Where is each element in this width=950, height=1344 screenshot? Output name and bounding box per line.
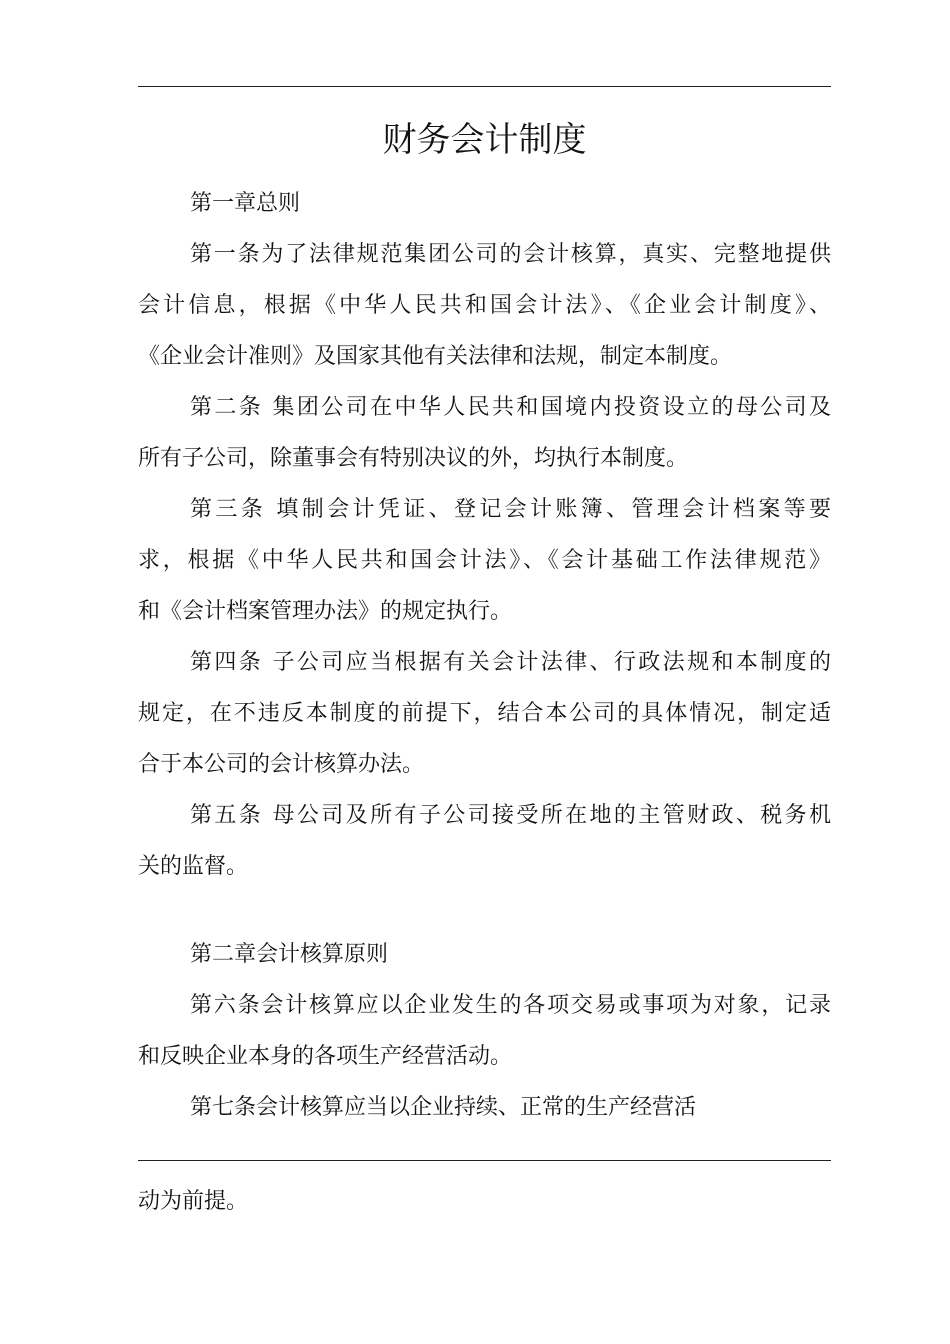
article-line: 动为前提。 — [138, 1189, 249, 1214]
chapter-heading: 第二章会计核算原则 — [190, 942, 389, 967]
article-line: 规定，在不违反本制度的前提下，结合本公司的具体情况，制定适 — [138, 701, 831, 726]
article-line: 第二条 集团公司在中华人民共和国境内投资设立的母公司及 — [190, 395, 831, 420]
footer-rule — [138, 1160, 831, 1161]
article-6 — [138, 980, 831, 1082]
article-2 — [138, 382, 831, 484]
article-line: 关的监督。 — [138, 854, 249, 879]
article-5 — [138, 790, 831, 892]
article-4 — [138, 637, 831, 790]
article-line: 求，根据《中华人民共和国会计法》、《会计基础工作法律规范》 — [138, 548, 831, 573]
article-1 — [138, 229, 831, 382]
article-line: 所有子公司，除董事会有特别决议的外，均执行本制度。 — [138, 446, 689, 471]
article-line: 第一条为了法律规范集团公司的会计核算，真实、完整地提供 — [190, 242, 831, 267]
article-3 — [138, 484, 831, 637]
article-line: 和《会计档案管理办法》的规定执行。 — [138, 599, 513, 624]
article-line: 第六条会计核算应以企业发生的各项交易或事项为对象，记录 — [190, 993, 831, 1018]
chapter-heading: 第一章总则 — [190, 191, 301, 216]
article-line: 《企业会计准则》及国家其他有关法律和法规，制定本制度。 — [138, 344, 733, 369]
article-line: 和反映企业本身的各项生产经营活动。 — [138, 1044, 513, 1069]
article-7 — [138, 1082, 831, 1133]
article-line: 第五条 母公司及所有子公司接受所在地的主管财政、税务机 — [190, 803, 831, 828]
article-line: 第四条 子公司应当根据有关会计法律、行政法规和本制度的 — [190, 650, 831, 675]
article-line: 会计信息，根据《中华人民共和国会计法》、《企业会计制度》、 — [138, 293, 831, 318]
article-line: 第七条会计核算应当以企业持续、正常的生产经营活 — [190, 1095, 697, 1120]
article-line: 第三条 填制会计凭证、登记会计账簿、管理会计档案等要 — [190, 497, 831, 522]
header-rule — [138, 86, 831, 87]
document-body — [138, 178, 831, 892]
document-body-chapter-2 — [138, 929, 831, 1133]
next-page-continuation — [138, 1176, 831, 1227]
article-line: 合于本公司的会计核算办法。 — [138, 752, 425, 777]
document-title: 财务会计制度 — [382, 120, 587, 160]
